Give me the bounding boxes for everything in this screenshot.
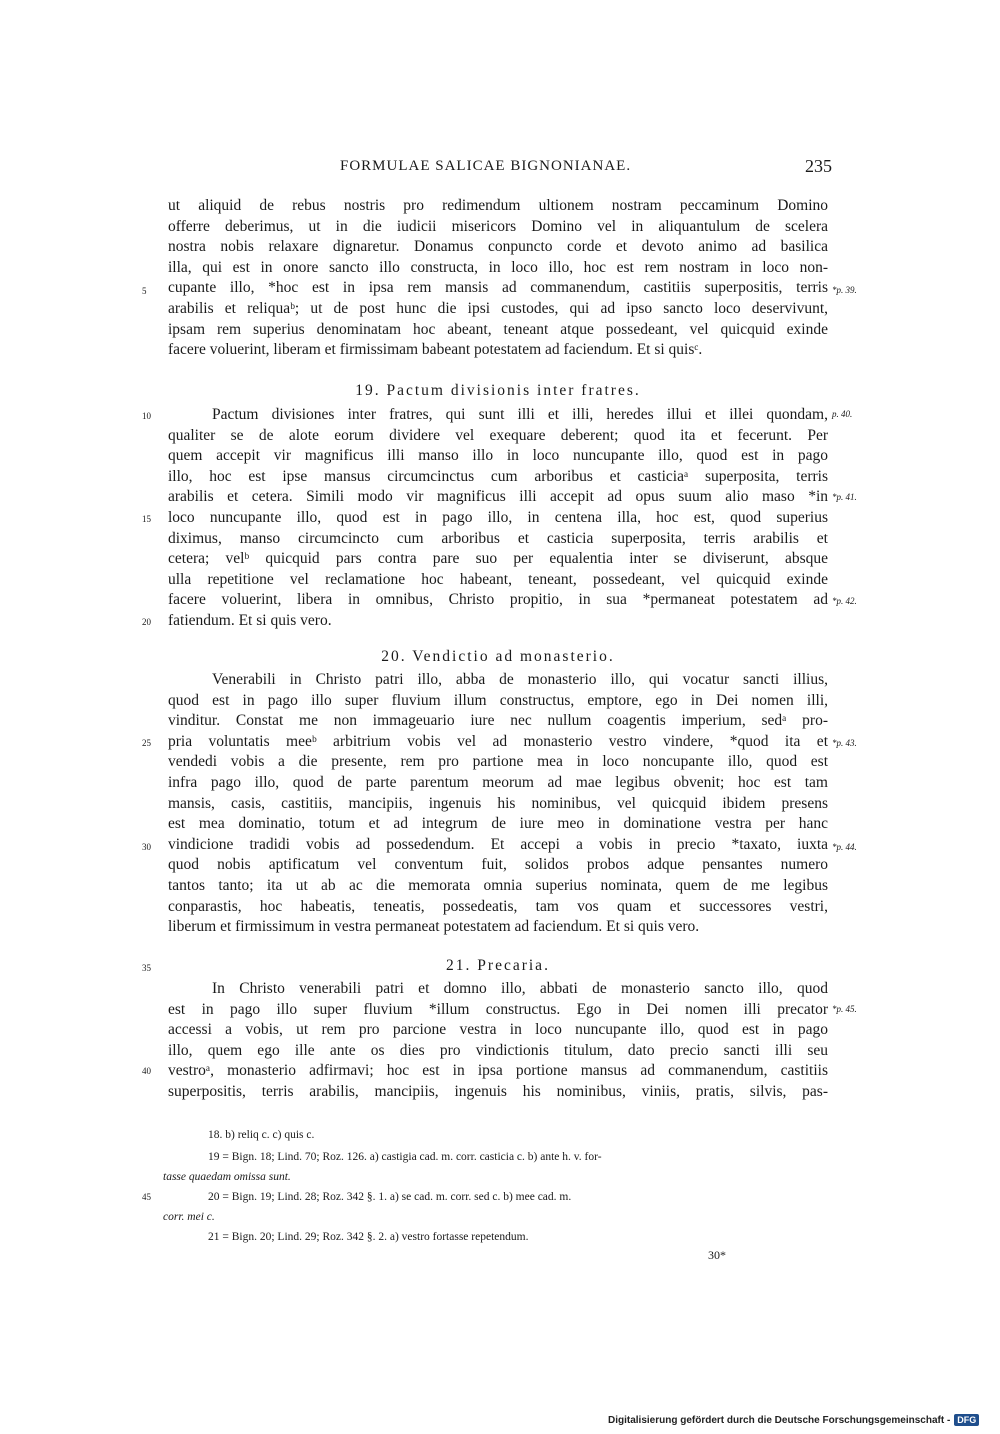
line-number: 20 [142,617,151,627]
footer-text: Digitalisierung gefördert durch die Deutsche Forschungsgemeinschaft - [608,1414,951,1426]
text-line: ulla repetitione vel reclamatione hoc habeant, teneant, possedeant, vel quicquid exinde [168,570,828,588]
text-line: illo, hoc est ipse mansus circumcinctus cum arboribus et casticiaᵃ superposita, terris [168,467,828,485]
signature-mark: 30* [708,1248,726,1262]
margin-page-ref: *p. 45. [832,1004,857,1014]
text-line: est in pago illo super fluvium *illum constructus. Ego in Dei nomen illi precator [168,1000,828,1018]
running-title: FORMULAE SALICAE BIGNONIANAE. [340,158,632,174]
line-number: 35 [142,963,151,973]
text-line: vendedi vobis a die presente, rem pro partione mea in loco noncupante illo, quod est [168,753,828,771]
footnote: 18. b) reliq c. c) quis c. [208,1129,315,1141]
line-number: 10 [142,411,151,421]
text-line: qualiter se de alote eorum dividere vel exequare deberent; quod ita et fecerunt. Per [168,426,828,444]
text-line: liberum et firmissimum in vestra permaneat potestatem ad faciendum. Et si quis vero. [168,918,700,936]
text-line: tantos tanto; ita ut ab ac die memorata omnia superius nominata, quem de me legibus [168,876,828,894]
footnotes [163,1124,823,1248]
text-line: conparastis, hoc habeatis, teneatis, possedeatis, tam vos quam et successores vestri, [168,897,828,915]
footnote: 20 = Bign. 19; Lind. 28; Roz. 342 §. 1. a) se cad. m. corr. sed c. b) mee cad. m. [208,1191,572,1203]
text-line: nostra nobis relaxare dignaretur. Donamus conpuncto corde et devoto animo ad basilica [168,238,828,256]
text-line: vestroᵃ, monasterio adfirmavi; hoc est in ipsa portione mansus ad commanendum, castitiis [168,1062,828,1080]
line-number: 45 [142,1192,151,1202]
text-line: Venerabili in Christo patri illo, abba de monasterio illo, qui vocatur sancti illius, [212,671,828,688]
text-line: quod est in pago illo super fluvium illum constructus, emptore, ego in Dei nomen illi, [168,691,828,709]
section-19-body [168,405,828,632]
text-line: illa, qui est in onore sancto illo constructa, in loco illo, hoc est rem nostram in loco non- [168,258,828,276]
section-20-heading: 20. Vendictio ad monasterio. [381,648,615,665]
margin-page-ref: p. 40. [832,409,853,419]
text-line: offerre deberimus, ut in die iudicii misericors Domino vel in aliquantulum de scelera [168,217,828,235]
text-line: infra pago illo, quod de parte parentum meorum ad mae legibus obvenit; hoc est tam [168,773,828,791]
digitization-footer [608,1414,979,1426]
text-line: cupante illo, *hoc est in ipsa rem mansis ad commanendum, castitiis superpositis, terris [168,279,828,297]
text-line: cetera; velᵇ quicquid pars contra pare suo per equalentia inter se diviserunt, absque [168,550,828,568]
text-line: mansis, casis, castitiis, mancipiis, ingenuis his nominibus, vel quicquid ibidem presens [168,794,828,812]
dfg-logo-icon: DFG [954,1414,979,1426]
line-number: 5 [142,286,147,296]
text-line: arabilis et reliquaᵇ; ut de post hunc die ipsi custodes, qui ad ipso sancto loco deservivunt, [168,299,828,317]
text-line: facere voluerint, libera in omnibus, Christo propitio, in sua *permaneat potestatem ad [168,591,828,609]
text-line: In Christo venerabili patri et domno illo, abbati de monasterio sancto illo, quod [212,980,828,997]
line-number: 30 [142,842,151,852]
margin-page-ref: *p. 44. [832,842,857,852]
text-line: superpositis, terris arabilis, mancipiis, ingenuis his nominibus, viniis, pratis, silvis, pas- [168,1082,828,1100]
text-line: accessi a vobis, ut rem pro parcione vestra in loco nuncupante illo, quod est in pago [168,1021,828,1039]
text-line: vindicione tradidi vobis ad possedendum. Et accepi a vobis in precio *taxato, iuxta [168,835,828,853]
line-number: 15 [142,514,151,524]
margin-page-ref: *p. 39. [832,285,857,295]
intro-paragraph [168,196,828,361]
text-line: Pactum divisiones inter fratres, qui sunt illi et illi, heredes illui et illei quondam, [212,406,828,423]
footnote: corr. mei c. [163,1211,215,1223]
text-line: illo, quem ego ille ante os dies pro vindictionis titulum, dato precio sancti illi seu [168,1041,828,1059]
text-line: loco nuncupante illo, quod est in pago illo, in centena illa, hoc est, quod superius [168,508,828,526]
footnote: tasse quaedam omissa sunt. [163,1171,291,1183]
text-line: quem accepit vir magnificus illi manso illo in loco nuncupante illo, quod est in pago [168,447,828,465]
section-21-body [168,979,828,1103]
section-21-heading: 21. Precaria. [446,957,550,974]
text-line: diximus, manso circumcincto cum arboribus et casticia superposita, terris arabilis et [168,529,828,547]
text-line: arabilis et cetera. Simili modo vir magnificus illi accepit ad opus suum alio maso *in [168,488,828,506]
margin-page-ref: *p. 41. [832,492,857,502]
text-line: fatiendum. Et si quis vero. [168,611,332,629]
text-line: vinditur. Constat me non immageuario iure nec nullum coagentis imperium, sedᵃ pro- [168,712,828,730]
section-19-heading: 19. Pactum divisionis inter fratres. [355,382,641,399]
text-line: quod nobis aptificatum vel conventum fuit, solidos probos adque pensantes numero [168,856,828,874]
section-20-body [168,670,828,938]
text-line: pria voluntatis meeᵇ arbitrium vobis vel ad monasterio vestro vindere, *quod ita et [168,732,828,750]
text-line: ipsam rem superius denominatam hoc abeant, teneant atque possedeant, vel quicquid exinde [168,320,828,338]
text-line: est mea dominatio, totum et ad integrum de iure meo in dominatione vestra per hanc [168,815,828,833]
margin-page-ref: *p. 43. [832,738,857,748]
margin-page-ref: *p. 42. [832,596,857,606]
footnote: 19 = Bign. 18; Lind. 70; Roz. 126. a) castigia cad. m. corr. casticia c. b) ante h. v. for- [208,1151,602,1163]
footnote: 21 = Bign. 20; Lind. 29; Roz. 342 §. 2. a) vestro fortasse repetendum. [208,1231,529,1243]
line-number: 40 [142,1066,151,1076]
page-header [340,158,832,182]
text-line: ut aliquid de rebus nostris pro redimendum ultionem nostram peccaminum Domino [168,197,828,214]
line-number: 25 [142,738,151,748]
text-line: facere voluerint, liberam et firmissimam babeant potestatem ad faciendum. Et si quisᶜ. [168,341,703,359]
page-number: 235 [805,156,832,176]
